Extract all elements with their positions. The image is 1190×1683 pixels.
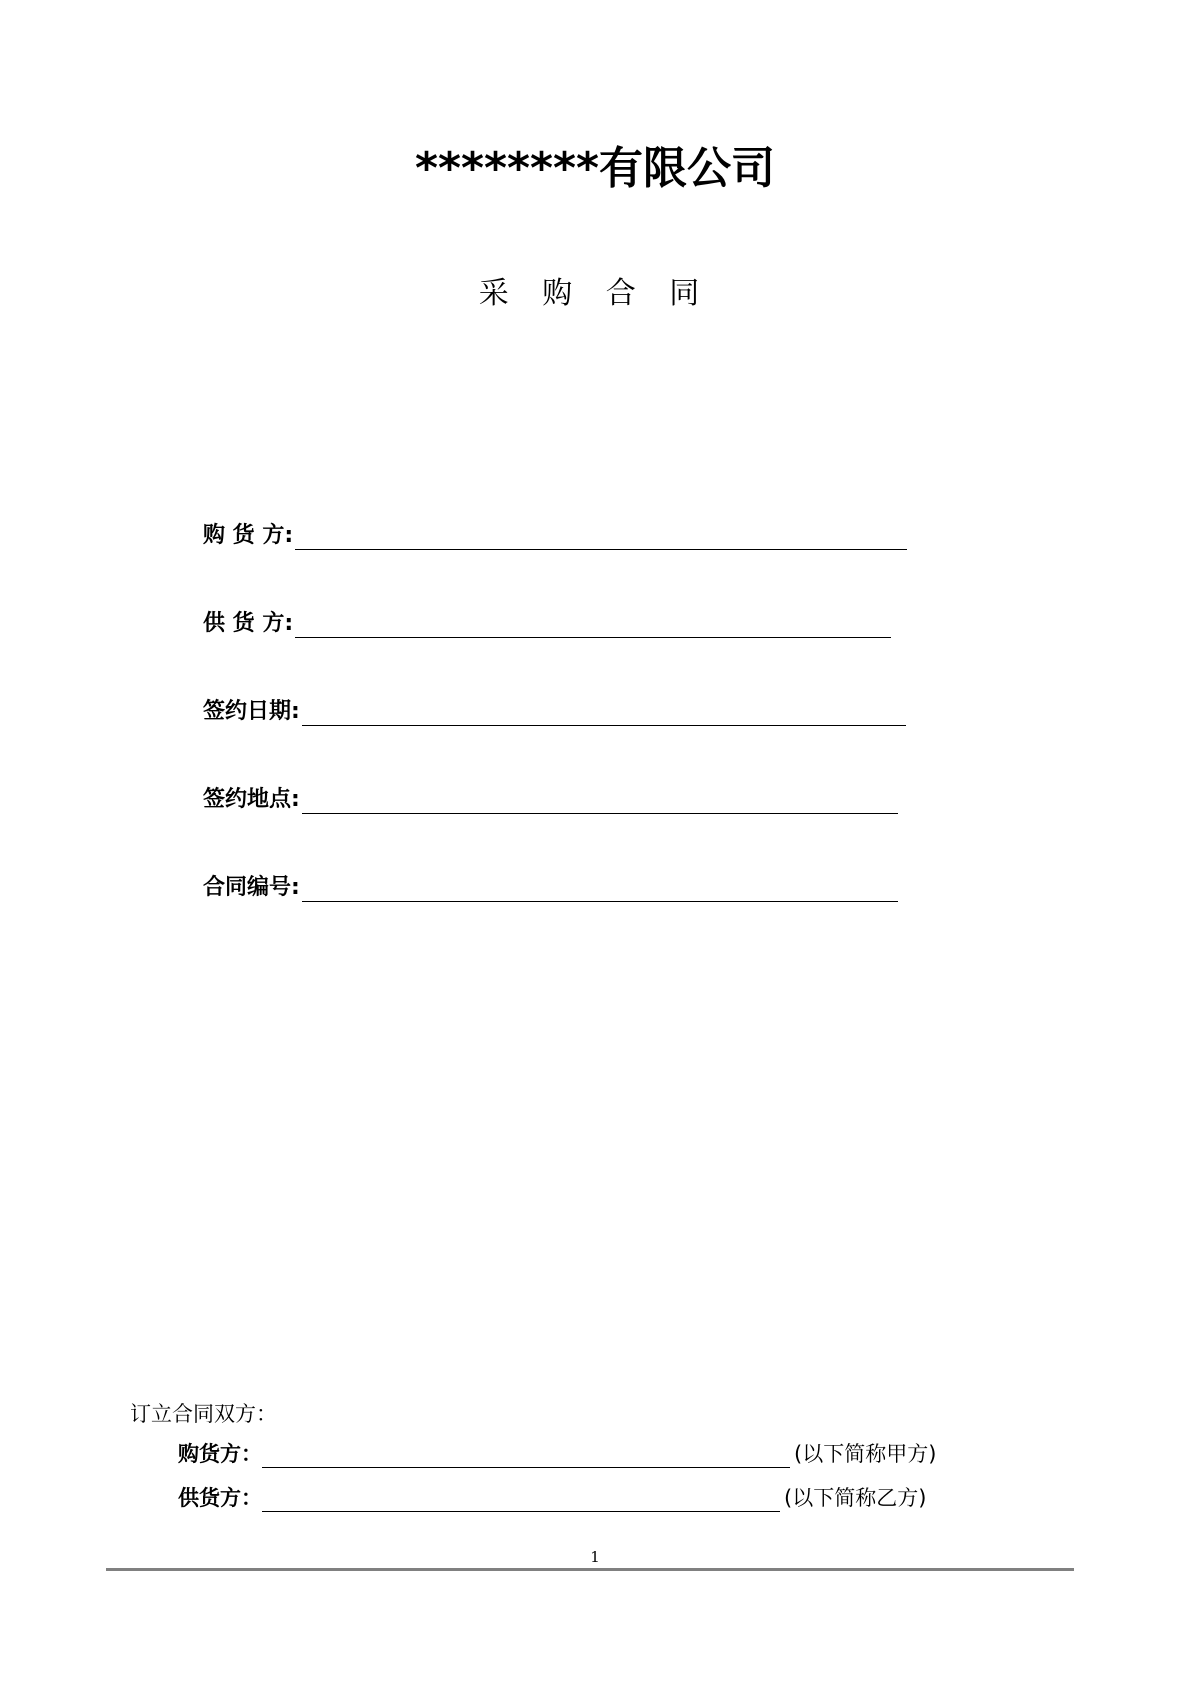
party-buyer-label: 购货方： bbox=[178, 1442, 262, 1466]
parties-heading: 订立合同双方： bbox=[130, 1402, 277, 1426]
buyer-field-line[interactable] bbox=[295, 523, 907, 550]
party-buyer-line[interactable] bbox=[262, 1441, 790, 1468]
supplier-field bbox=[203, 610, 891, 638]
signing-place-line[interactable] bbox=[302, 787, 898, 814]
party-supplier-note: (以下简称乙方) bbox=[784, 1486, 927, 1510]
company-name: ********有限公司 bbox=[414, 143, 776, 194]
page-number: 1 bbox=[590, 1548, 600, 1566]
party-supplier bbox=[178, 1484, 926, 1512]
party-supplier-line[interactable] bbox=[262, 1485, 780, 1512]
contract-number-line[interactable] bbox=[302, 875, 898, 902]
document-title: 采 购 合 同 bbox=[478, 276, 712, 311]
signing-place-field bbox=[203, 786, 898, 814]
signing-date-label: 签约日期: bbox=[203, 699, 300, 724]
contract-number-label: 合同编号: bbox=[203, 875, 300, 900]
contract-number-field bbox=[203, 874, 898, 902]
signing-date-field bbox=[203, 698, 906, 726]
buyer-field-label: 购 货 方: bbox=[203, 523, 294, 548]
supplier-field-line[interactable] bbox=[295, 611, 891, 638]
buyer-field bbox=[203, 522, 907, 550]
party-supplier-label: 供货方： bbox=[178, 1486, 262, 1510]
signing-place-label: 签约地点: bbox=[203, 787, 300, 812]
party-buyer bbox=[178, 1440, 936, 1468]
signing-date-line[interactable] bbox=[302, 699, 906, 726]
supplier-field-label: 供 货 方: bbox=[203, 611, 294, 636]
party-buyer-note: (以下简称甲方) bbox=[794, 1442, 937, 1466]
footer-rule bbox=[106, 1568, 1074, 1571]
